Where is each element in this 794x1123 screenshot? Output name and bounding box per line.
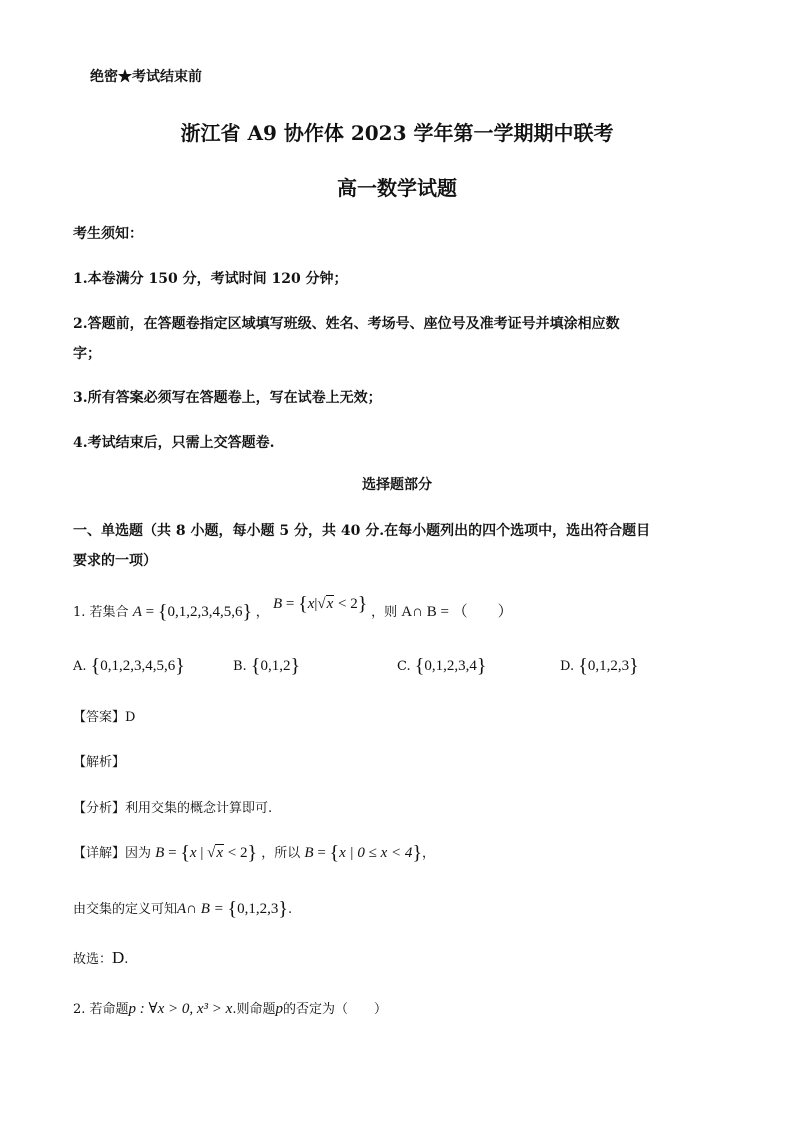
separator: ， — [255, 605, 269, 620]
part-heading-cont: 要求的一项） — [73, 553, 157, 569]
option-d: D. {0,1,2,3} — [560, 655, 639, 677]
section-title: 选择题部分 — [362, 477, 432, 493]
final-choice: 故选：D. — [73, 948, 129, 967]
analysis-summary: 【分析】利用交集的概念计算即可. — [73, 801, 273, 816]
analysis-tag: 【解析】 — [73, 755, 126, 770]
part-heading: 一、单选题（共 8 小题，每小题 5 分，共 40 分.在每小题列出的四个选项中，选出符合题目 — [73, 523, 651, 539]
detail-line: 【详解】因为 B = {x | √x < 2} ，所以 B = {x | 0 ≤ x < 4}， — [73, 842, 436, 864]
question-2: 2. 若命题p : ∀x > 0, x³ > x.则命题p的否定为（ ） — [73, 1001, 387, 1017]
question-1-then: ，则 — [371, 605, 398, 620]
exam-subtitle: 高一数学试题 — [337, 176, 457, 200]
option-b: B. {0,1,2} — [233, 655, 301, 677]
answer-line — [73, 706, 135, 725]
notice-item-2-cont: 字； — [73, 346, 101, 362]
question-1 — [73, 593, 513, 624]
notice-item-4: 4.考试结束后，只需上交答题卷. — [73, 435, 275, 451]
option-a: A. {0,1,2,3,4,5,6} — [73, 655, 185, 677]
answer-tag: 【答案】 — [73, 710, 126, 725]
confidential-label: 绝密★考试结束前 — [90, 69, 202, 85]
notice-heading: 考生须知： — [73, 226, 143, 242]
question-1-prefix: 1. 若集合 — [73, 605, 129, 620]
question-1-ask: A∩ B = （ ） — [401, 604, 513, 620]
answer-value: D — [125, 710, 136, 725]
notice-item-2: 2.答题前，在答题卷指定区域填写班级、姓名、考场号、座位号及准考证号并填涂相应数 — [73, 316, 620, 332]
notice-item-1: 1.本卷满分 150 分，考试时间 120 分钟； — [73, 271, 348, 287]
set-a-definition: A = {0,1,2,3,4,5,6} — [132, 601, 253, 623]
set-b-definition: B = {x|√x < 2} — [272, 593, 368, 615]
definition-line: 由交集的定义可知A∩ B = {0,1,2,3}. — [73, 898, 293, 920]
exam-title: 浙江省 A9 协作体 2023 学年第一学期期中联考 — [180, 121, 614, 145]
option-c: C. {0,1,2,3,4} — [397, 655, 487, 677]
notice-item-3: 3.所有答案必须写在答题卷上，写在试卷上无效； — [73, 390, 382, 406]
